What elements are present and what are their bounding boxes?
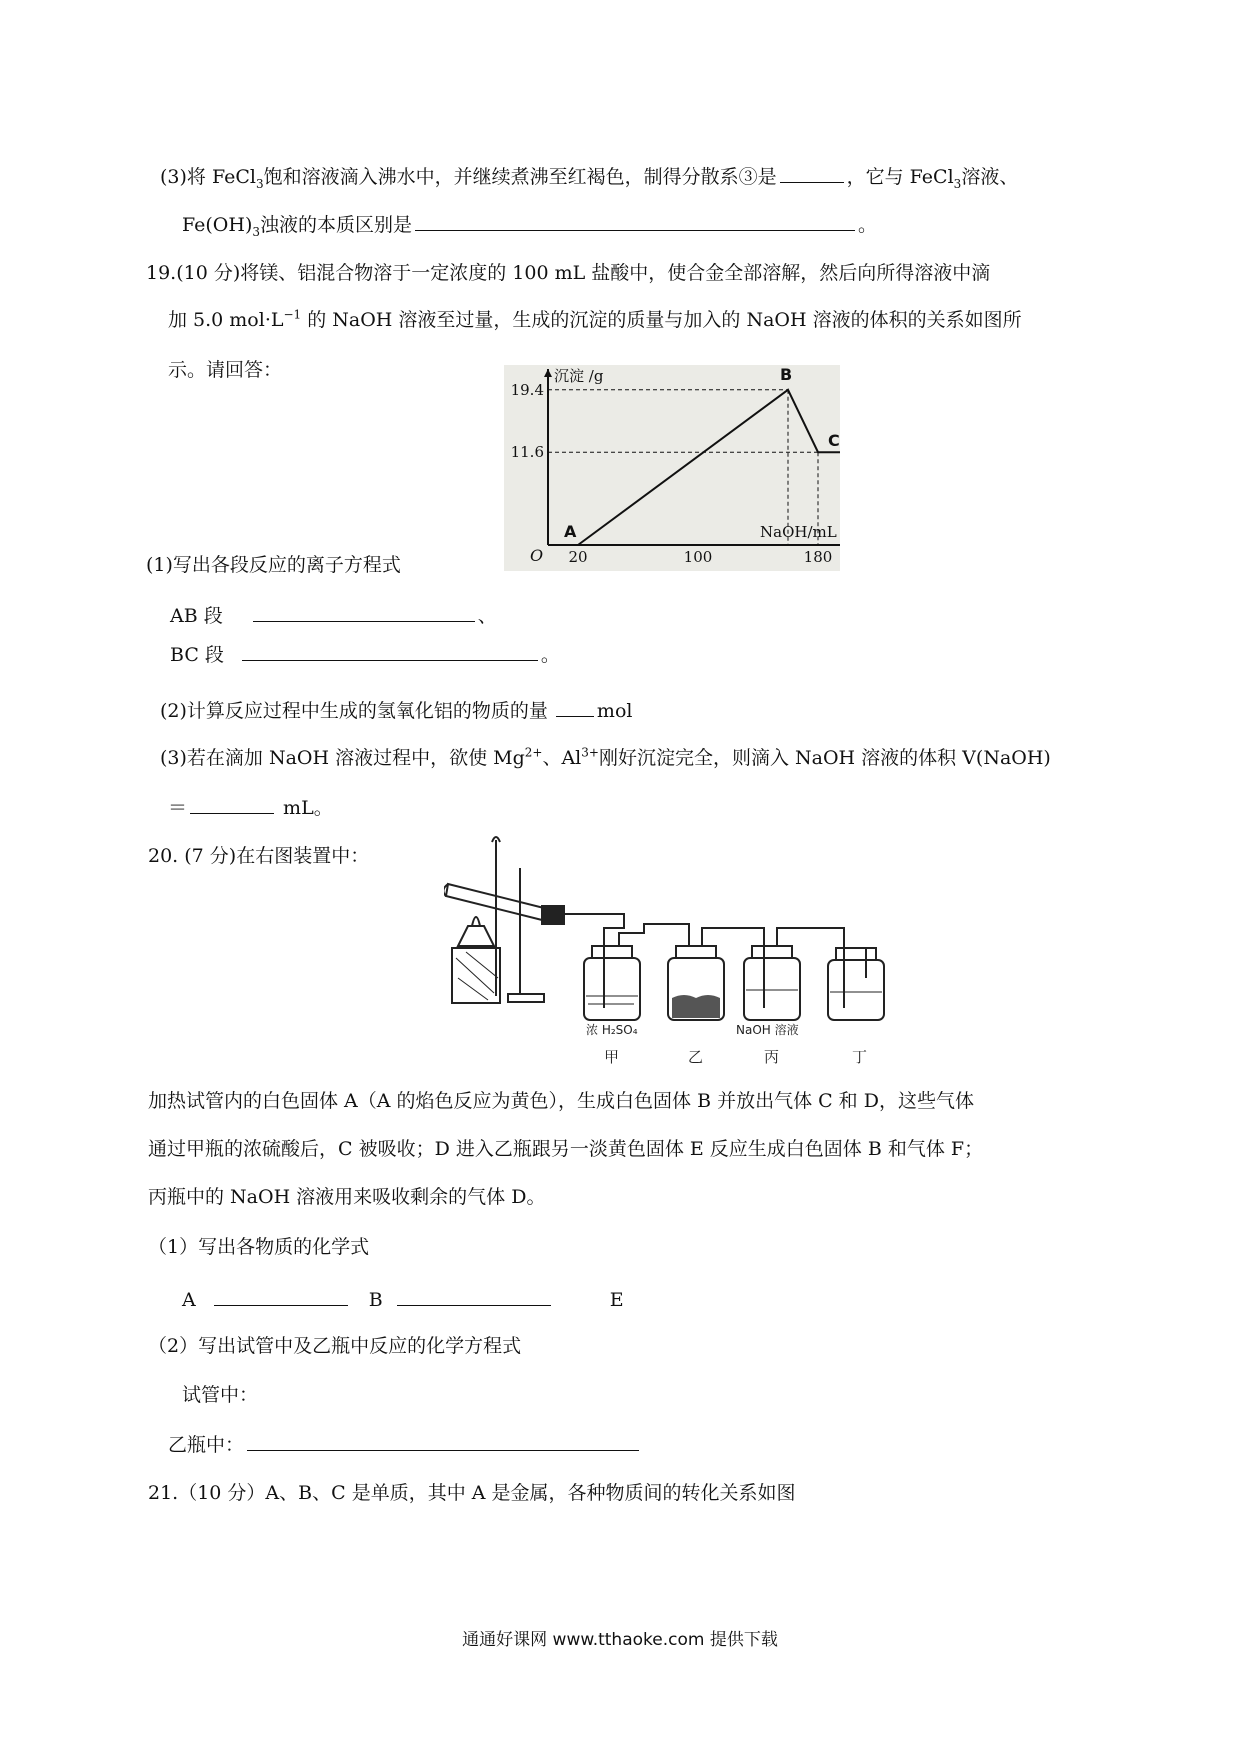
- bottle-name-jia: 甲: [604, 1048, 620, 1066]
- q20-para2: 通过甲瓶的浓硫酸后，C 被吸收；D 进入乙瓶跟另一淡黄色固体 E 反应生成白色固体 B 和气体 F；: [148, 1138, 984, 1160]
- bottle-yi: [668, 946, 724, 1020]
- q20-para1: 加热试管内的白色固体 A（A 的焰色反应为黄色），生成白色固体 B 并放出气体 C 和 D，这些气体: [148, 1090, 974, 1112]
- x-tick-label: 180: [803, 548, 833, 566]
- x-axis-label: NaOH/mL: [760, 523, 837, 541]
- connecting-tube: [564, 914, 624, 946]
- answer-blank[interactable]: [556, 696, 594, 717]
- q20-para3: 丙瓶中的 NaOH 溶液用来吸收剩余的气体 D。: [148, 1186, 546, 1208]
- y-axis-label: 沉淀 /g: [554, 367, 604, 385]
- bottle-bing: [744, 946, 800, 1020]
- bottle-name-yi: 乙: [688, 1048, 704, 1066]
- q19-bc-line: BC 段 。: [170, 640, 560, 668]
- alcohol-lamp: [458, 926, 494, 946]
- answer-blank[interactable]: [247, 1430, 639, 1451]
- gas-apparatus-diagram: [444, 828, 904, 1068]
- q19-sub2: (2)计算反应过程中生成的氢氧化铝的物质的量 mol: [160, 696, 632, 724]
- q19-sub3: (3)若在滴加 NaOH 溶液过程中，欲使 $Mg^{2+}$、$Al^{3+}$刚好沉淀完全，则滴入 NaOH 溶液的体积 V(NaOH): [160, 745, 1051, 769]
- q20-sub2: （2）写出试管中及乙瓶中反应的化学方程式: [148, 1335, 522, 1357]
- stand-base: [508, 994, 544, 1002]
- stopper: [542, 906, 564, 924]
- label-naoh: NaOH 溶液: [736, 1023, 799, 1037]
- y-tick-label: 19.4: [510, 380, 544, 399]
- q20-yi: 乙瓶中：: [168, 1430, 642, 1458]
- answer-blank[interactable]: [190, 793, 274, 814]
- lamp-block: [452, 948, 500, 1003]
- precipitate-chart: [504, 365, 840, 571]
- q19-sub1: (1)写出各段反应的离子方程式: [146, 554, 401, 576]
- connecting-tube: [619, 924, 689, 946]
- answer-blank[interactable]: [780, 162, 844, 183]
- point-label-c: C: [828, 431, 840, 451]
- bottle-ding: [828, 948, 884, 1020]
- q19-ab-line: AB 段 、: [170, 601, 497, 629]
- q19-sub3-answer: ＝ mL。: [168, 793, 333, 821]
- page-footer: 通通好课网 www.tthaoke.com 提供下载: [462, 1630, 778, 1650]
- x-tick-label: 20: [568, 548, 588, 566]
- q19-line3: 示。请回答：: [168, 359, 283, 381]
- q19-line2: 加 5.0 $mol\cdot L^{-1}$ 的 NaOH 溶液至过量，生成的沉淀的质量与加入的 NaOH 溶液的体积的关系如图所: [168, 307, 1022, 331]
- label-h2so4: 浓 H₂SO₄: [586, 1023, 638, 1037]
- x-tick-label: 100: [683, 548, 713, 566]
- q20-intro: 20. (7 分)在右图装置中：: [148, 845, 370, 867]
- answer-blank[interactable]: [214, 1285, 348, 1306]
- answer-blank[interactable]: [397, 1285, 551, 1306]
- point-label-b: B: [780, 365, 793, 384]
- q20-sub1: （1）写出各物质的化学式: [148, 1236, 370, 1258]
- y-tick-label: 11.6: [510, 443, 544, 462]
- q20-formula-line: A B E: [182, 1285, 624, 1313]
- point-label-a: A: [564, 522, 577, 541]
- q18-3-line1: (3)将 FeCl$_3$饱和溶液滴入沸水中，并继续煮沸至红褐色，制得分散系③是 ，它与 FeCl$_3$溶液、: [160, 162, 1018, 190]
- answer-blank[interactable]: [242, 640, 538, 661]
- bottle-name-bing: 丙: [764, 1048, 780, 1066]
- flame-icon: [472, 917, 480, 926]
- q20-tube: 试管中：: [182, 1384, 259, 1406]
- bottle-jia: [584, 946, 640, 1020]
- connecting-tube: [702, 928, 764, 946]
- origin-label: O: [530, 546, 544, 565]
- bottle-name-ding: 丁: [852, 1048, 868, 1066]
- answer-blank[interactable]: [415, 210, 855, 231]
- q21-line1: 21.（10 分）A、B、C 是单质，其中 A 是金属，各种物质间的转化关系如图: [148, 1482, 796, 1504]
- q18-3-line2: $Fe(OH)_3$浊液的本质区别是 。: [182, 210, 877, 238]
- answer-blank[interactable]: [253, 601, 475, 622]
- q19-line1: 19.(10 分)将镁、铝混合物溶于一定浓度的 100 mL 盐酸中，使合金全部溶解，然后向所得溶液中滴: [146, 262, 991, 284]
